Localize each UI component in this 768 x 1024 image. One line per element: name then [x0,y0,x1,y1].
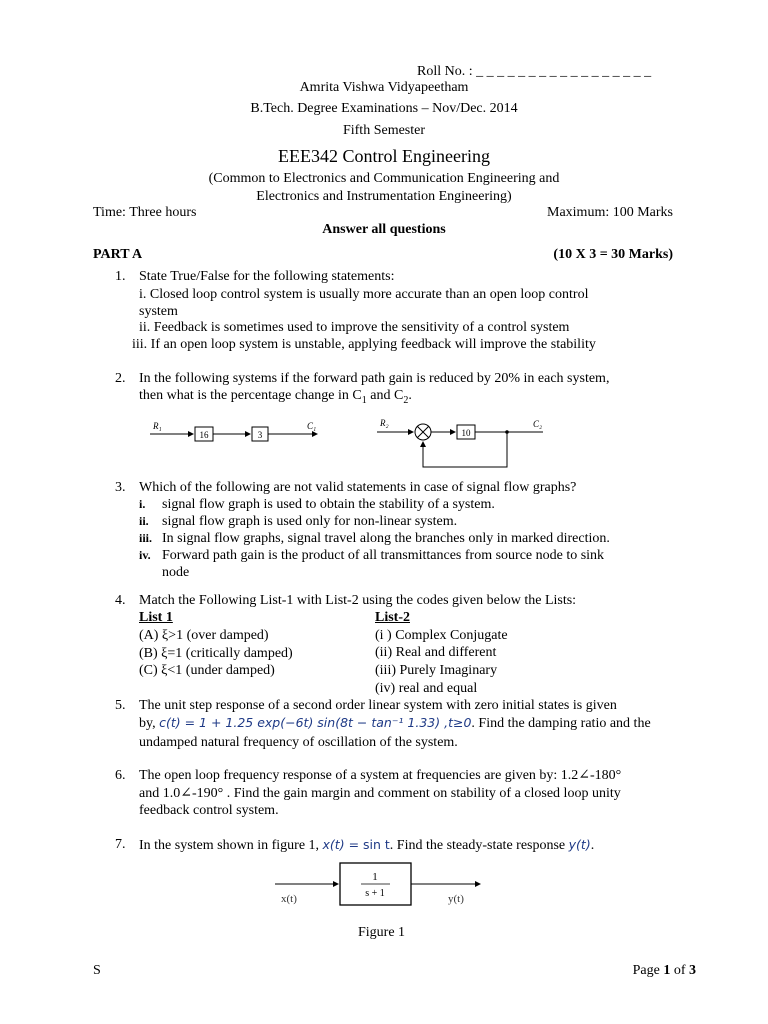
part-marks: (10 X 3 = 30 Marks) [553,247,673,262]
question-text: The open loop frequency response of a system at frequencies are given by: 1.2∠-180° [139,768,622,783]
list2-item: (iv) real and equal [375,681,478,696]
tf-denominator: s + 1 [365,888,385,899]
tf-numerator: 1 [372,871,378,883]
question-text-cont: feedback control system. [139,803,279,818]
item-label: i. [139,497,146,511]
figure-caption: Figure 1 [358,925,406,940]
statement-1-cont: system [139,304,178,319]
max-marks: Maximum: 100 Marks [547,205,673,220]
question-number: 3. [115,480,126,495]
item-label: iv. [139,548,151,562]
item-text: In signal flow graphs, signal travel along the branches only in marked direction. [162,531,610,546]
statement-2: ii. Feedback is sometimes used to improve the sensitivity of a control system [139,320,570,335]
question-text-cont: by, c(t) = 1 + 1.25 exp(−6t) sin(8t − tan⁻¹ 1.33) ,t≥0. Find the damping ratio and the [139,715,651,731]
item-text: signal flow graph is used to obtain the stability of a system. [162,497,495,512]
time-label: Time: Three hours [93,205,197,220]
block-diagram-q2 [145,415,543,475]
statement-3: iii. If an open loop system is unstable, applying feedback will improve the stability [132,337,596,352]
item-text: Forward path gain is the product of all transmittances from source node to sink [162,548,605,563]
question-text-cont: undamped natural frequency of oscillation of the system. [139,735,458,750]
question-number: 1. [115,269,126,284]
statement-1: i. Closed loop control system is usually more accurate than an open loop control [139,287,589,302]
gain-3: 3 [257,430,263,440]
item-text-cont: node [162,565,190,580]
question-text-cont: and 1.0∠-190° . Find the gain margin and comment on stability of a closed loop unity [139,786,621,801]
c2-label: C₂ [533,419,543,429]
question-text-cont: then what is the percentage change in $C_1$ and $C_2$. [139,388,412,406]
part-title: PART A [93,247,143,262]
output-label: y(t) [448,893,464,905]
question-text: The unit step response of a second order linear system with zero initial states is given [139,698,617,713]
common-line-2: Electronics and Instrumentation Engineering) [256,189,512,204]
question-text: Match the Following List-1 with List-2 using the codes given below the Lists: [139,593,577,608]
gain-16: 16 [199,430,209,440]
item-label: ii. [139,514,149,528]
question-number: 2. [115,371,126,386]
input-label: x(t) [281,893,297,905]
c1-label: C₁ [307,421,317,431]
question-number: 7. [115,837,126,852]
university-name: Amrita Vishwa Vidyapeetham [299,80,469,95]
course-title: EEE342 Control Engineering [278,146,490,166]
footer-left: S [93,963,101,978]
list2-title: List-2 [375,610,410,625]
list1-item: (B) ξ=1 (critically damped) [139,646,293,661]
r1-label: R₁ [153,421,162,431]
list2-item: (ii) Real and different [375,645,497,660]
item-label: iii. [139,531,153,545]
semester: Fifth Semester [342,123,426,138]
question-number: 5. [115,698,126,713]
figure-1-diagram [275,858,485,910]
common-line-1: (Common to Electronics and Communication Engineering and [208,171,560,186]
question-text: State True/False for the following statements: [139,269,395,284]
question-number: 6. [115,768,126,783]
page-number: Page 1 of 3 [632,963,696,978]
item-text: signal flow graph is used only for non-linear system. [162,514,458,529]
question-text: Which of the following are not valid statements in case of signal flow graphs? [139,480,577,495]
list1-title: List 1 [139,610,173,625]
list2-item: (iii) Purely Imaginary [375,663,498,678]
question-text: In the system shown in figure 1, x(t) = sin t. Find the steady-state response y(t). [139,837,595,853]
question-number: 4. [115,593,126,608]
r2-label: R₂ [380,418,389,428]
list1-item: (A) ξ>1 (over damped) [139,628,269,643]
list1-item: (C) ξ<1 (under damped) [139,663,275,678]
list2-item: (i ) Complex Conjugate [375,628,508,643]
instruction: Answer all questions [322,222,446,237]
exam-title: B.Tech. Degree Examinations – Nov/Dec. 2014 [250,101,518,116]
response-equation: c(t) = 1 + 1.25 exp(−6t) sin(8t − tan⁻¹ 1.33) ,t≥0 [159,715,472,730]
roll-number: Roll No. : _ _ _ _ _ _ _ _ _ _ _ _ _ _ _ _ _ [417,64,652,79]
question-text: In the following systems if the forward path gain is reduced by 20% in each system, [139,371,610,386]
gain-10: 10 [461,428,471,438]
